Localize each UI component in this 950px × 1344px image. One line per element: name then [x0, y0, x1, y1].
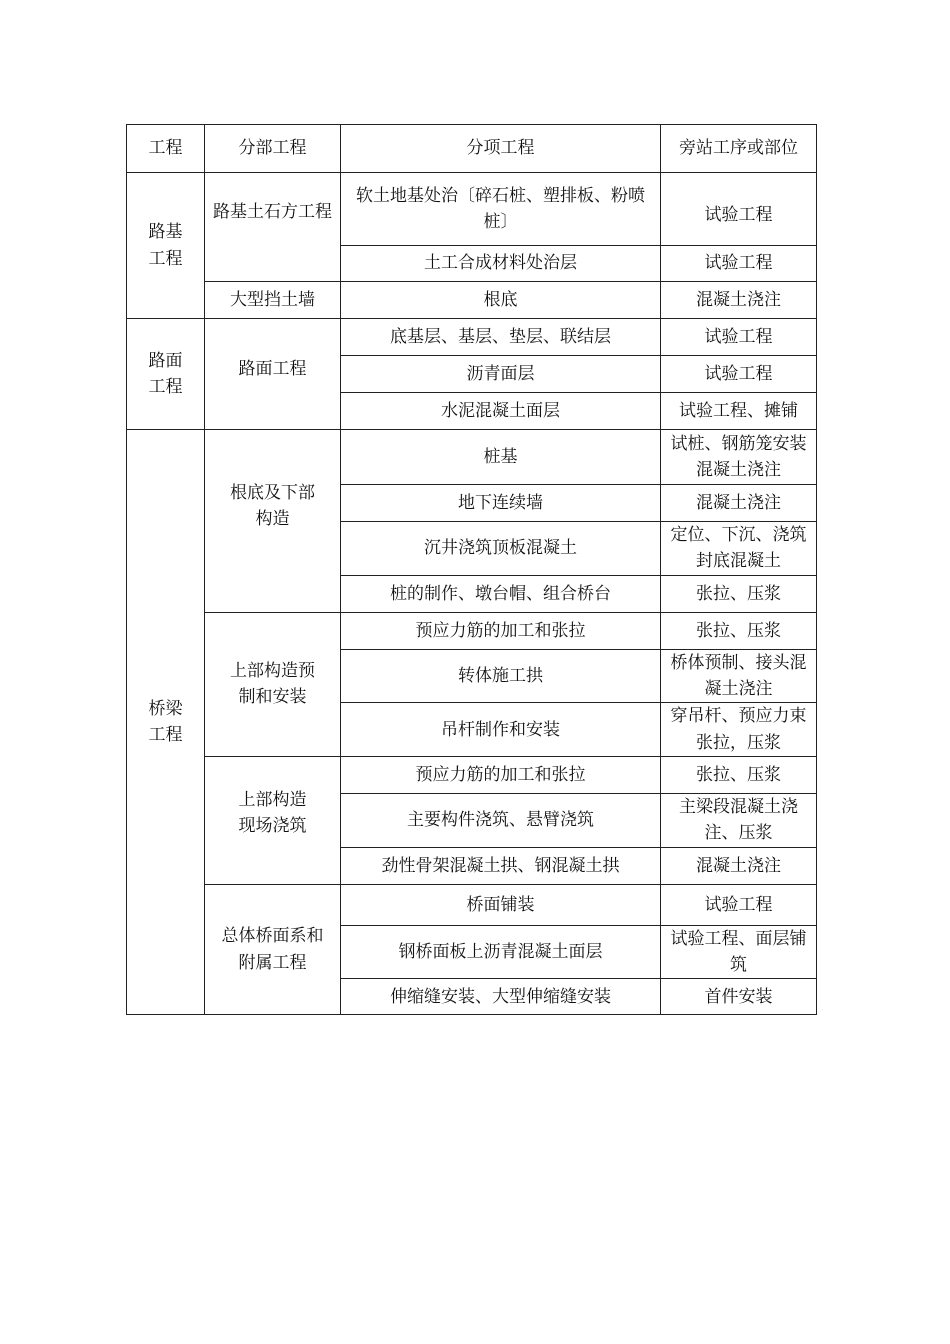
item-asphalt: 沥青面层	[341, 356, 661, 393]
process-foundation: 混凝土浇注	[661, 282, 817, 319]
item-expansion-joint: 伸缩缝安装、大型伸缩缝安装	[341, 979, 661, 1015]
project-subgrade: 路基工程	[127, 173, 205, 319]
item-deck-paving: 桥面铺装	[341, 884, 661, 925]
item-prestress-cast: 预应力筋的加工和张拉	[341, 757, 661, 794]
header-row	[127, 125, 817, 173]
header-division: 分部工程	[205, 125, 341, 173]
division-substructure: 根底及下部构造	[205, 430, 341, 613]
process-concrete: 试验工程、摊铺	[661, 393, 817, 430]
header-item: 分项工程	[341, 125, 661, 173]
item-rigid-skeleton: 劲性骨架混凝土拱、钢混凝土拱	[341, 847, 661, 884]
process-diaphragm-wall: 混凝土浇注	[661, 485, 817, 522]
project-pavement: 路面工程	[127, 319, 205, 430]
table-row	[127, 319, 817, 356]
process-rigid-skeleton: 混凝土浇注	[661, 847, 817, 884]
item-main-members: 主要构件浇筑、悬臂浇筑	[341, 794, 661, 848]
inspection-table	[126, 124, 817, 1015]
table-row	[127, 884, 817, 925]
project-bridge: 桥梁工程	[127, 430, 205, 1015]
item-swivel-arch: 转体施工拱	[341, 649, 661, 703]
table-row	[127, 612, 817, 649]
process-caisson: 定位、下沉、浇筑封底混凝土	[661, 522, 817, 576]
process-asphalt: 试验工程	[661, 356, 817, 393]
item-hanger: 吊杆制作和安装	[341, 703, 661, 757]
division-cast-in-place: 上部构造现场浇筑	[205, 757, 341, 885]
process-pile-line-2: 混凝土浇注	[696, 460, 781, 480]
division-pavement: 路面工程	[205, 319, 341, 430]
process-swivel-arch: 桥体预制、接头混凝土浇注	[661, 649, 817, 703]
process-pile-line-1: 试桩、钢筋笼安装	[670, 433, 807, 454]
table-row	[127, 430, 817, 485]
process-pile-fab: 张拉、压浆	[661, 575, 817, 612]
process-base-layers: 试验工程	[661, 319, 817, 356]
division-retaining-wall: 大型挡土墙	[205, 282, 341, 319]
table-row	[127, 757, 817, 794]
table-row	[127, 282, 817, 319]
process-prestress-precast: 张拉、压浆	[661, 612, 817, 649]
process-soft-soil: 试验工程	[661, 173, 817, 246]
process-prestress-cast: 张拉、压浆	[661, 757, 817, 794]
item-caisson: 沉井浇筑顶板混凝土	[341, 522, 661, 576]
item-diaphragm-wall: 地下连续墙	[341, 485, 661, 522]
process-expansion-joint: 首件安装	[661, 979, 817, 1015]
item-prestress-precast: 预应力筋的加工和张拉	[341, 612, 661, 649]
process-hanger: 穿吊杆、预应力束张拉，压浆	[661, 703, 817, 757]
item-soft-soil: 软土地基处治〔碎石桩、塑排板、粉喷桩〕	[341, 173, 661, 246]
item-pile-fab: 桩的制作、墩台帽、组合桥台	[341, 575, 661, 612]
table-row	[127, 173, 817, 246]
process-steel-deck: 试验工程、面层铺筑	[661, 925, 817, 979]
division-precast: 上部构造预制和安装	[205, 612, 341, 756]
item-concrete: 水泥混凝土面层	[341, 393, 661, 430]
process-pile	[661, 430, 817, 485]
header-project: 工程	[127, 125, 205, 173]
division-deck: 总体桥面系和附属工程	[205, 884, 341, 1015]
header-process: 旁站工序或部位	[661, 125, 817, 173]
process-deck-paving: 试验工程	[661, 884, 817, 925]
item-geosynthetic: 土工合成材料处治层	[341, 246, 661, 282]
item-foundation: 根底	[341, 282, 661, 319]
division-subgrade-earthworks: 路基土石方工程	[205, 173, 341, 282]
process-main-members: 主梁段混凝土浇注、压浆	[661, 794, 817, 848]
process-geosynthetic: 试验工程	[661, 246, 817, 282]
item-pile: 桩基	[341, 430, 661, 485]
item-base-layers: 底基层、基层、垫层、联结层	[341, 319, 661, 356]
item-steel-deck: 钢桥面板上沥青混凝土面层	[341, 925, 661, 979]
